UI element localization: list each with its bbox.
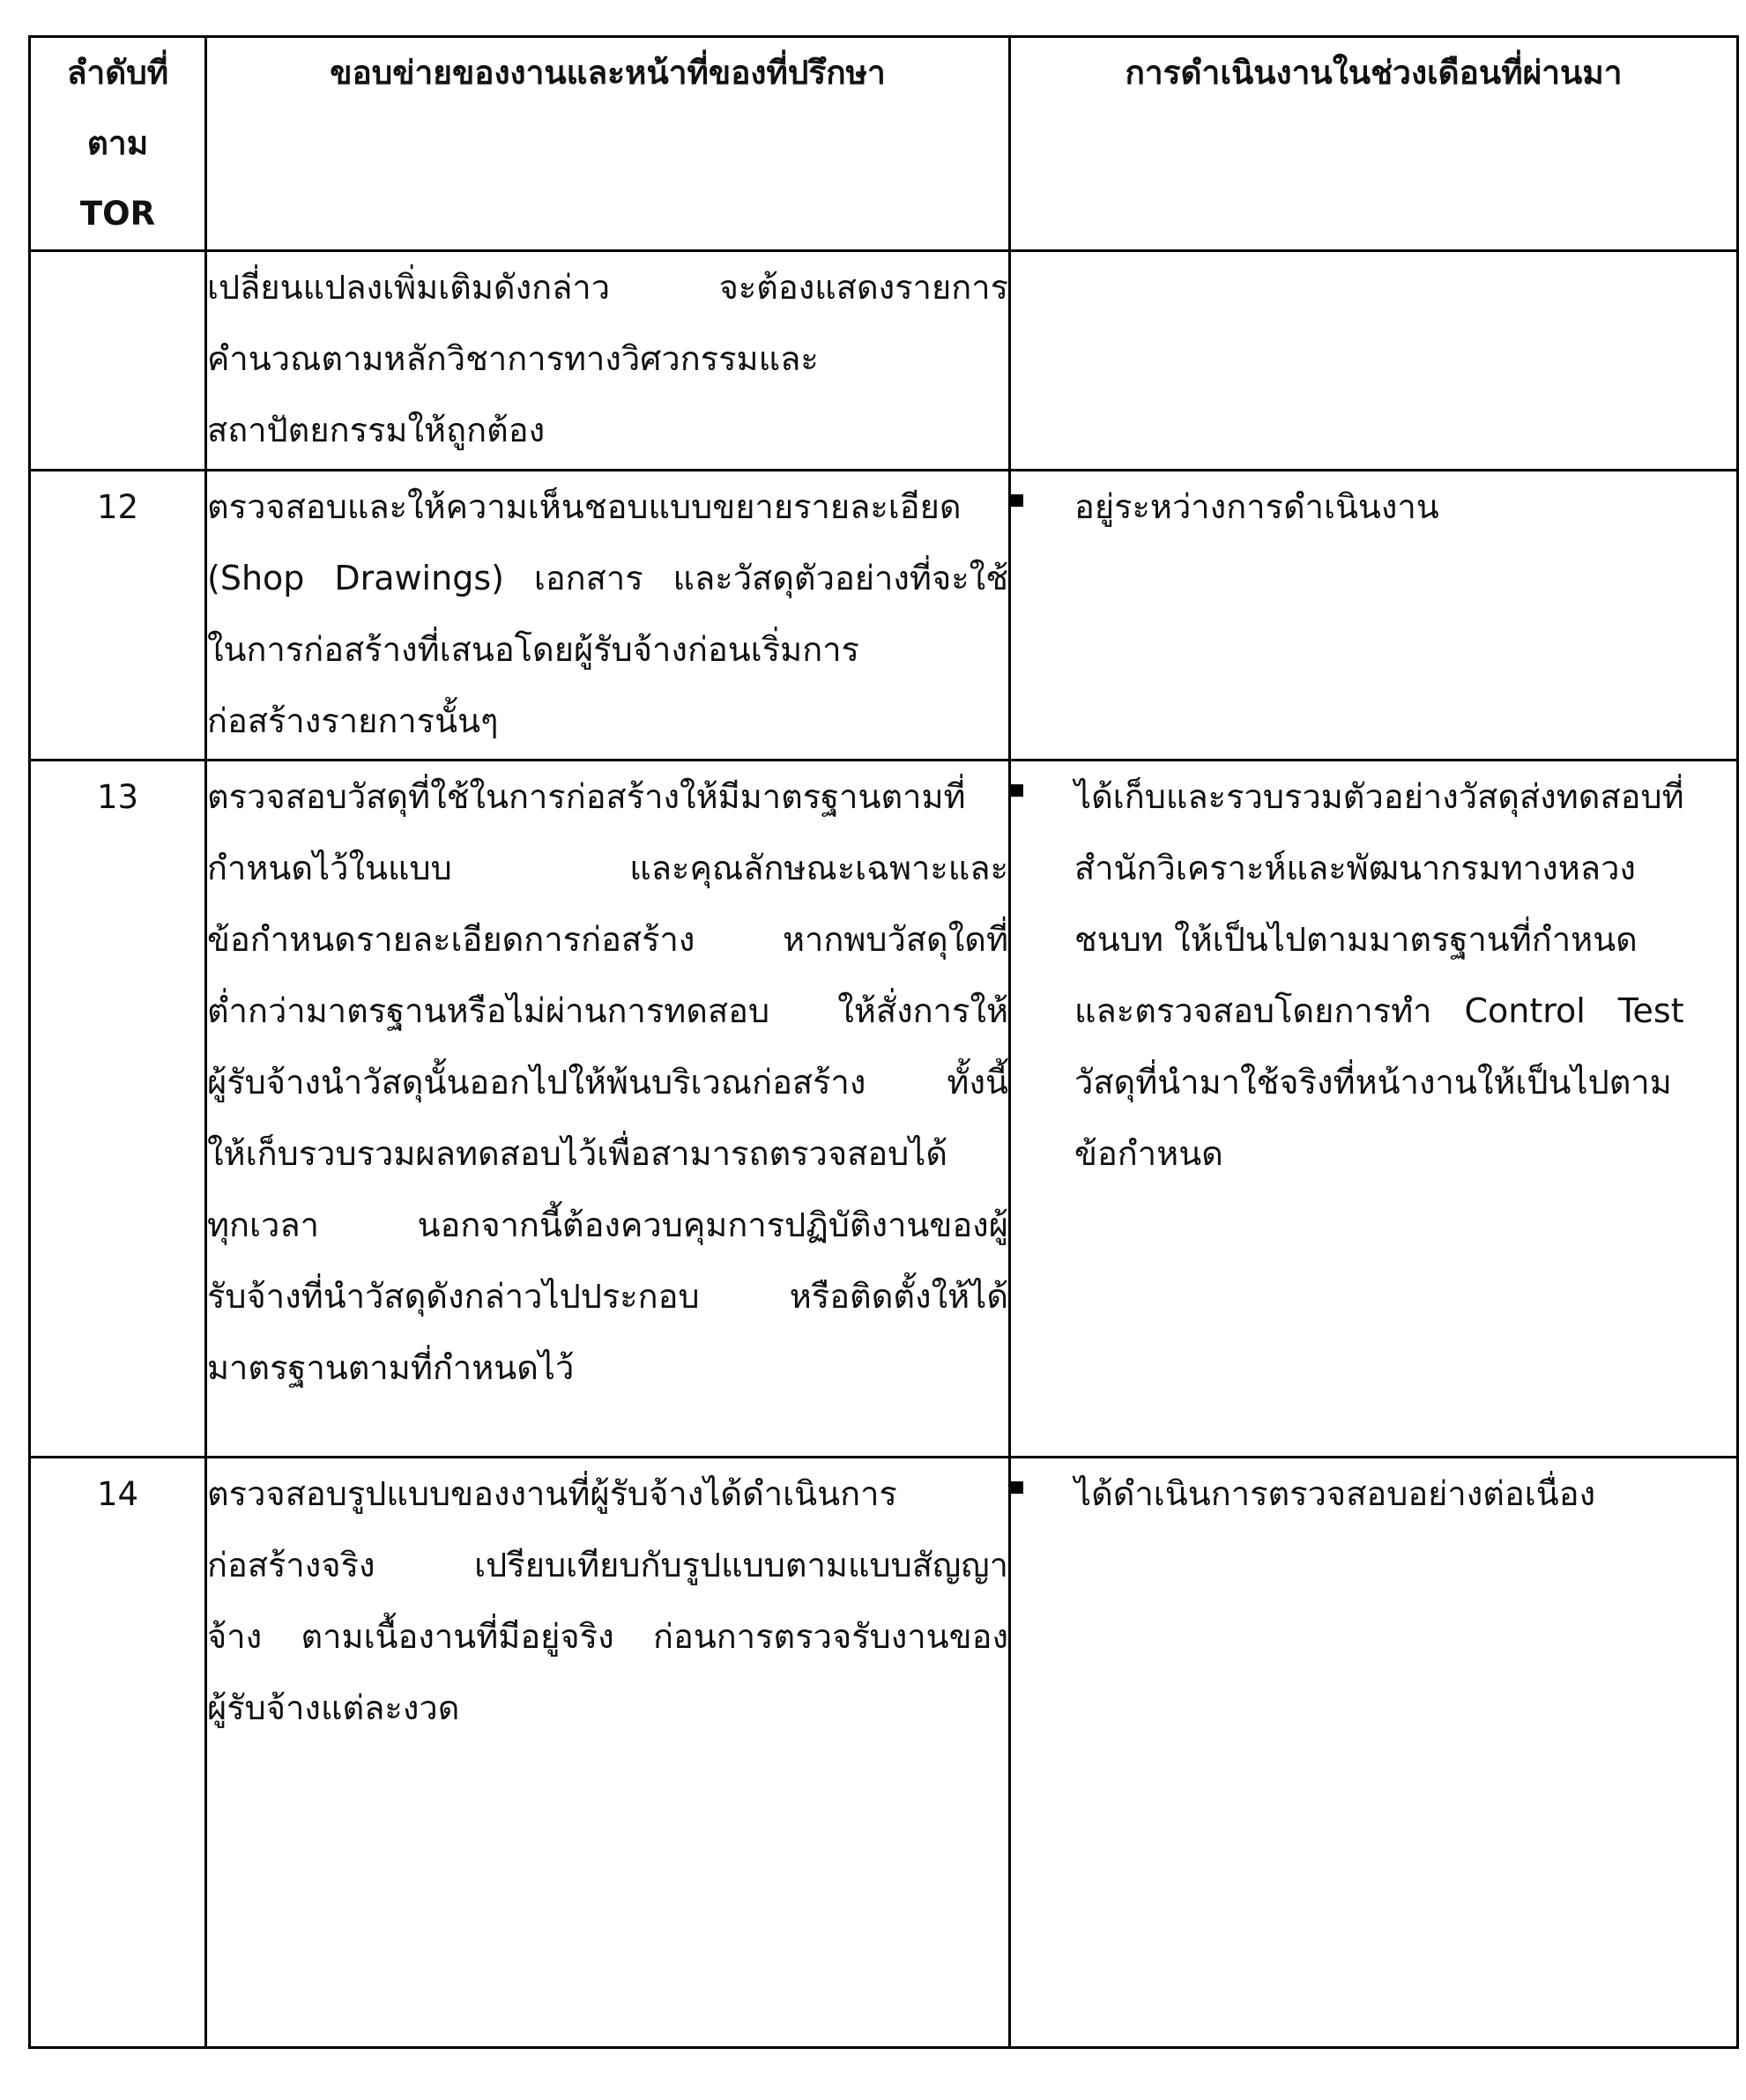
duty-line: ต่ำกว่ามาตรฐานหรือไม่ผ่านการทดสอบ ให้สั่งการให้ [207,991,1008,1030]
duty-line: (Shop Drawings) เอกสาร และวัสดุตัวอย่างที่จะใช้ [207,559,1008,597]
progress-line: สำนักวิเคราะห์และพัฒนากรมทางหลวง [1074,849,1636,887]
header-scope: ขอบข่ายของงานและหน้าที่ของที่ปรึกษา [206,37,1010,251]
progress-line: ข้อกำหนด [1074,1134,1223,1173]
progress-line: วัสดุที่นำมาใช้จริงที่หน้างานให้เป็นไปตาม [1074,1063,1672,1102]
header-progress: การดำเนินงานในช่วงเดือนที่ผ่านมา [1010,37,1738,251]
progress-cell [1010,251,1738,471]
duty-cell [206,1458,1010,2048]
duty-line: มาตรฐานตามที่กำหนดไว้ [207,1348,575,1387]
duty-line: ตรวจสอบวัสดุที่ใช้ในการก่อสร้างให้มีมาตรฐานตามที่ [207,777,966,816]
square-bullet-icon [1011,1481,1023,1494]
duty-line: ผู้รับจ้างนำวัสดุนั้นออกไปให้พ้นบริเวณก่อสร้าง ทั้งนี้ [207,1063,1008,1102]
duty-cell [206,761,1010,1458]
progress-cell [1010,761,1738,1458]
duty-line: ให้เก็บรวบรวมผลทดสอบไว้เพื่อสามารถตรวจสอบได้ [207,1134,948,1173]
tor-number-cell [30,251,206,471]
table-row [30,251,1738,471]
duty-line: ทุกเวลา นอกจากนี้ต้องควบคุมการปฏิบัติงานของผู้ [207,1206,1008,1244]
duty-cell [206,251,1010,471]
duty-line: ตรวจสอบรูปแบบของงานที่ผู้รับจ้างได้ดำเนินการ [207,1474,897,1513]
header-tor-line: ลำดับที่ [66,54,169,92]
tor-number-cell: 13 [30,761,206,1458]
progress-line: และตรวจสอบโดยการทำ Control Test [1074,991,1684,1030]
tor-number-cell: 12 [30,471,206,761]
progress-bullet [1011,761,1736,1190]
progress-line: ชนบท ให้เป็นไปตามมาตรฐานที่กำหนด [1074,920,1638,959]
header-tor-line: TOR [79,195,156,233]
table-row [30,471,1738,761]
duty-line: รับจ้างที่นำวัสดุดังกล่าวไปประกอบ หรือติดตั้งให้ได้ [207,1277,1008,1316]
progress-cell [1010,1458,1738,2048]
progress-bullet [1011,471,1736,543]
duty-line: ผู้รับจ้างแต่ละงวด [207,1688,460,1727]
duty-line: คำนวณตามหลักวิชาการทางวิศวกรรมและ [207,339,819,378]
square-bullet-icon [1011,784,1023,797]
progress-line: ได้ดำเนินการตรวจสอบอย่างต่อเนื่อง [1074,1474,1596,1513]
progress-cell [1010,471,1738,761]
progress-line: อยู่ระหว่างการดำเนินงาน [1074,487,1439,526]
progress-report-table [28,35,1739,2049]
duty-line: ในการก่อสร้างที่เสนอโดยผู้รับจ้างก่อนเริ่มการ [207,630,859,669]
duty-line: สถาปัตยกรรมให้ถูกต้อง [207,411,546,449]
table-row [30,761,1738,1458]
tor-number-cell: 14 [30,1458,206,2048]
duty-line: ก่อสร้างจริง เปรียบเทียบกับรูปแบบตามแบบสัญญา [207,1546,1008,1584]
progress-bullet [1011,1458,1736,1530]
square-bullet-icon [1011,494,1023,507]
duty-cell [206,471,1010,761]
duty-line: เปลี่ยนแปลงเพิ่มเติมดังกล่าว จะต้องแสดงรายการ [207,268,1008,307]
duty-line: ก่อสร้างรายการนั้นๆ [207,701,499,740]
header-tor-number [30,37,206,251]
duty-line: จ้าง ตามเนื้องานที่มีอยู่จริง ก่อนการตรวจรับงานของ [207,1617,1008,1656]
header-tor-line: ตาม [86,124,149,162]
table-row [30,1458,1738,2048]
duty-line: ตรวจสอบและให้ความเห็นชอบแบบขยายรายละเอียด [207,487,962,526]
duty-line: กำหนดไว้ในแบบ และคุณลักษณะเฉพาะและ [207,849,1008,887]
header-row [30,37,1738,251]
duty-line: ข้อกำหนดรายละเอียดการก่อสร้าง หากพบวัสดุใดที่ [207,920,1008,959]
progress-line: ได้เก็บและรวบรวมตัวอย่างวัสดุส่งทดสอบที่ [1074,777,1684,816]
